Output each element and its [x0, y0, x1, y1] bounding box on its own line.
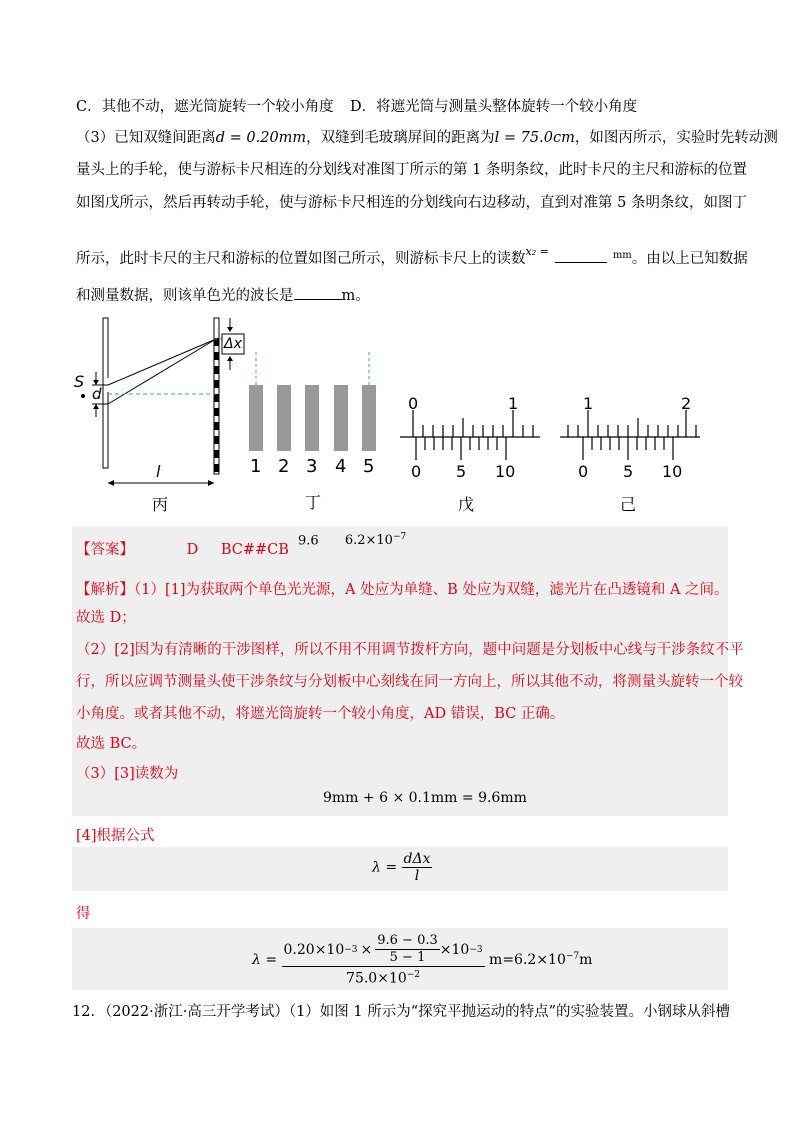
q3-line3: 如图戊所示，然后再转动手轮，使与游标卡尺相连的分划线向右边移动，直到对准第 5 条明条纹，如图丁	[76, 195, 747, 211]
ji-main-2: 2	[681, 394, 692, 413]
fringe-label-4: 4	[335, 456, 347, 477]
wu-main-1: 1	[508, 394, 519, 413]
option-d: D．将遮光筒与测量头整体旋转一个较小角度	[350, 99, 638, 115]
analysis-p3: （3）[3]读数为	[76, 766, 179, 782]
label-d: d	[92, 385, 102, 403]
figure-bing	[81, 318, 244, 486]
answer-line: 【答案】 D BC##CB	[76, 542, 289, 558]
analysis-p1b: 故选 D；	[76, 610, 136, 626]
figure-ding	[249, 352, 376, 451]
ji-vernier-5: 5	[623, 462, 634, 481]
analysis-p2c: 小角度。或者其他不动，将遮光筒旋转一个较小角度，AD 错误，BC 正确。	[76, 706, 565, 722]
question-12: 12．（2022·浙江·高三开学考试）（1）如图 1 所示为“探究平抛运动的特点”的实验装置。小钢球从斜槽	[72, 1004, 731, 1020]
wu-main-0: 0	[408, 394, 419, 413]
equation-reading: 9mm + 6 × 0.1mm = 9.6mm	[323, 790, 527, 806]
analysis-p4: [4]根据公式	[76, 828, 155, 844]
caption-wu: 戊	[458, 495, 475, 514]
q3-line2: 量头上的手轮，使与游标卡尺相连的分划线对准图丁所示的第 1 条明条纹，此时卡尺的主尺和游标的位置	[76, 162, 747, 178]
figure-ji	[560, 410, 700, 460]
fringe-label-3: 3	[306, 456, 318, 477]
option-c: C．其他不动，遮光筒旋转一个较小角度	[76, 99, 334, 115]
l-value: l = 75.0cm	[494, 130, 575, 146]
analysis-label: 【解析】	[76, 582, 134, 598]
equation-calculation: λ = 0.20×10 −3 × $\frac{9.6 - 0.3}{5 - 1}$ ×10 −3 $75.0\times 10^{-2}$ $m=6.2\times 10^{-7}m$	[252, 933, 593, 987]
wu-vernier-10: 10	[495, 462, 516, 481]
answer-label: 【答案】	[76, 542, 134, 558]
fringe-label-5: 5	[363, 456, 375, 477]
wu-vernier-5: 5	[456, 462, 467, 481]
label-S: S	[74, 372, 85, 391]
fringe-label-2: 2	[278, 456, 290, 477]
ji-vernier-10: 10	[662, 462, 683, 481]
label-dx: Δx	[224, 336, 242, 352]
experiment-figures	[0, 310, 800, 520]
wu-vernier-0: 0	[411, 462, 422, 481]
analysis-p2b: 行，所以应调节测量头使干涉条纹与分划板中心刻线在同一方向上，所以其他不动，将测量头旋转一个较	[76, 674, 743, 690]
answer-values: 9.6 $6.2\times 10^{-7}$	[298, 532, 407, 549]
analysis-p2a: （2）[2]因为有清晰的干涉图样，所以不用不用调节拨杆方向，题中问题是分划板中心线与干涉条纹不平	[76, 642, 744, 658]
caption-bing: 丙	[152, 495, 169, 514]
ji-vernier-0: 0	[578, 462, 589, 481]
answer-blank-x2[interactable]	[555, 262, 607, 263]
label-l: l	[156, 462, 161, 481]
q3-line5: 和测量数据，则该单色光的波长是 m。	[76, 288, 370, 304]
ji-main-1: 1	[583, 394, 594, 413]
analysis-p1: 【解析】（1）[1]为获取两个单色光光源，A 处应为单缝、B 处应为双缝，滤光片在凸透镜和 A 之间。	[76, 582, 729, 598]
equation-formula: λ = $\frac{\text{dΔx}}{l}$	[372, 851, 431, 884]
analysis-p5: 得	[76, 906, 91, 922]
answer-blank-wavelength[interactable]	[294, 299, 342, 300]
q3-line1: （3）已知双缝间距离d = 0.20mm，双缝到毛玻璃屏间的距离为l = 75.0cm，如图丙所示，实验时先转动测	[76, 130, 778, 146]
analysis-p2d: 故选 BC。	[76, 736, 147, 752]
figure-wu	[400, 410, 540, 460]
caption-ding: 丁	[305, 493, 322, 512]
q3-line4: 所示，此时卡尺的主尺和游标的位置如图己所示，则游标卡尺上的读数$^{x_2 =}$ $^{mm}$。由以上已知数据	[76, 245, 748, 267]
fringe-label-1: 1	[250, 456, 262, 477]
x2-symbol: x₂ =	[525, 245, 549, 258]
caption-ji: 己	[620, 495, 637, 514]
d-value: d = 0.20mm	[215, 130, 307, 146]
